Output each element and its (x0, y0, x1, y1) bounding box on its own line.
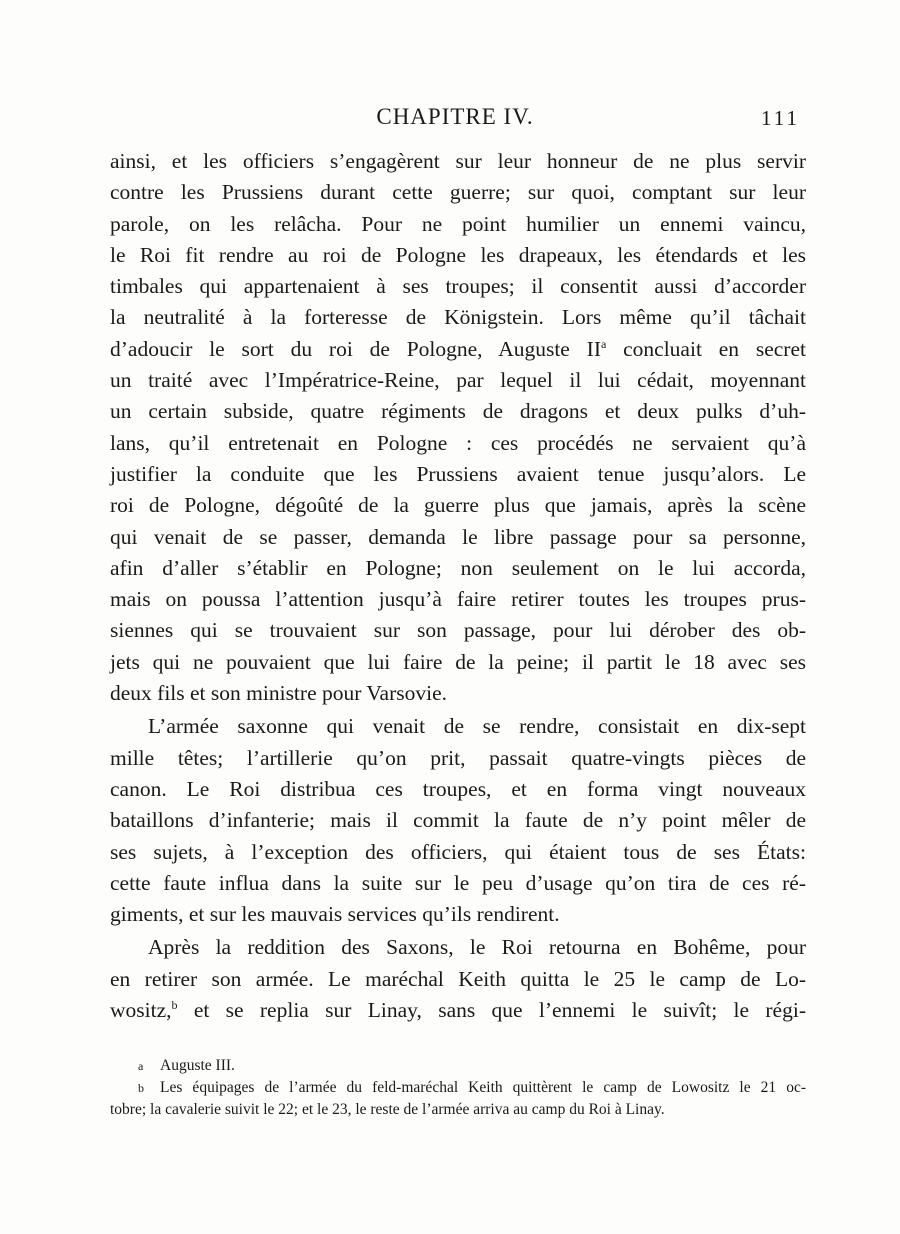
text-line: ses sujets, à l’exception des officiers, qui étaient tous de ses États: (110, 839, 806, 864)
text-line: contre les Prussiens durant cette guerre; sur quoi, comptant sur leur (110, 180, 806, 205)
text-line: un certain subside, quatre régiments de dragons et deux pulks d’uh- (110, 399, 806, 424)
text-line: en retirer son armée. Le maréchal Keith quitta le 25 le camp de Lo- (110, 966, 806, 991)
text-line: parole, on les relâcha. Pour ne point humilier un ennemi vaincu, (110, 211, 806, 236)
text-line: ainsi, et les officiers s’engagèrent sur leur honneur de ne plus servir (110, 149, 806, 173)
page-header (110, 104, 800, 134)
footnote-text: Les équipages de l’armée du feld-maréchal Keith quittèrent le camp de Lowositz le 21 oc- (160, 1079, 806, 1096)
text-line: giments, et sur les mauvais services qu’ils rendirent. (110, 902, 560, 927)
text-line: roi de Pologne, dégoûté de la guerre plus que jamais, après la scène (110, 493, 806, 518)
paragraph-2 (110, 711, 806, 930)
text-line: mille têtes; l’artillerie qu’on prit, passait quatre-vingts pièces de (110, 745, 806, 770)
footnote-marker: b (138, 1081, 144, 1095)
page-number: 111 (761, 106, 800, 130)
text-segment: wositz, (110, 998, 172, 1023)
text-line: siennes qui se trouvaient sur son passage, pour lui dérober des ob- (110, 618, 806, 643)
footnotes (110, 1055, 806, 1121)
running-title: CHAPITRE IV. (376, 104, 534, 129)
text-line: afin d’aller s’établir en Pologne; non seulement on le lui accorda, (110, 555, 806, 580)
text-line: Après la reddition des Saxons, le Roi retourna en Bohême, pour (148, 935, 806, 960)
text-line: canon. Le Roi distribua ces troupes, et en forma vingt nouveaux (110, 776, 806, 801)
footnote-b-continued: tobre; la cavalerie suivit le 22; et le 23, le reste de l’armée arriva au camp du Roi à Linay. (110, 1101, 665, 1118)
text-line: bataillons d’infanterie; mais il commit la faute de n’y point mêler de (110, 808, 806, 833)
footnote-text: Auguste III. (160, 1057, 235, 1074)
text-line: qui venait de se passer, demanda le libre passage pour sa personne, (110, 524, 806, 549)
footnote-a (110, 1055, 806, 1077)
text-line (110, 995, 806, 1026)
text-line: timbales qui appartenaient à ses troupes; il consentit aussi d’accorder (110, 274, 806, 299)
footnote-ref-a: a (600, 336, 607, 351)
text-line: justifier la conduite que les Prussiens avaient tenue jusqu’alors. Le (110, 461, 806, 486)
footnote-marker: a (138, 1059, 144, 1073)
text-line (110, 334, 806, 365)
text-line: la neutralité à la forteresse de Königstein. Lors même qu’il tâchait (110, 305, 806, 330)
paragraph-1 (110, 146, 806, 709)
text-segment: d’adoucir le sort du roi de Pologne, Auguste II (110, 336, 601, 361)
text-line: jets qui ne pouvaient que lui faire de la peine; il partit le 18 avec ses (110, 649, 806, 674)
text-line: mais on poussa l’attention jusqu’à faire retirer toutes les troupes prus- (110, 587, 806, 612)
footnote-b (110, 1077, 806, 1099)
body-text (110, 146, 806, 1027)
paragraph-3 (110, 932, 806, 1026)
text-segment: sans que l’ennemi le suivît; le régi- (438, 998, 806, 1023)
footnote-ref-b: b (171, 998, 178, 1013)
text-line: le Roi fit rendre au roi de Pologne les drapeaux, les étendards et les (110, 242, 806, 267)
text-line: cette faute influa dans la suite sur le peu d’usage qu’on tira de ces ré- (110, 870, 806, 895)
text-segment: concluait en secret (606, 336, 806, 361)
text-line: lans, qu’il entretenait en Pologne : ces procédés ne servaient qu’à (110, 430, 806, 455)
text-segment: et se replia sur Linay, (177, 998, 439, 1023)
text-line: un traité avec l’Impératrice-Reine, par lequel il lui cédait, moyennant (110, 368, 806, 393)
text-line: L’armée saxonne qui venait de se rendre, consistait en dix-sept (148, 714, 806, 739)
text-line: deux fils et son ministre pour Varsovie. (110, 681, 447, 706)
